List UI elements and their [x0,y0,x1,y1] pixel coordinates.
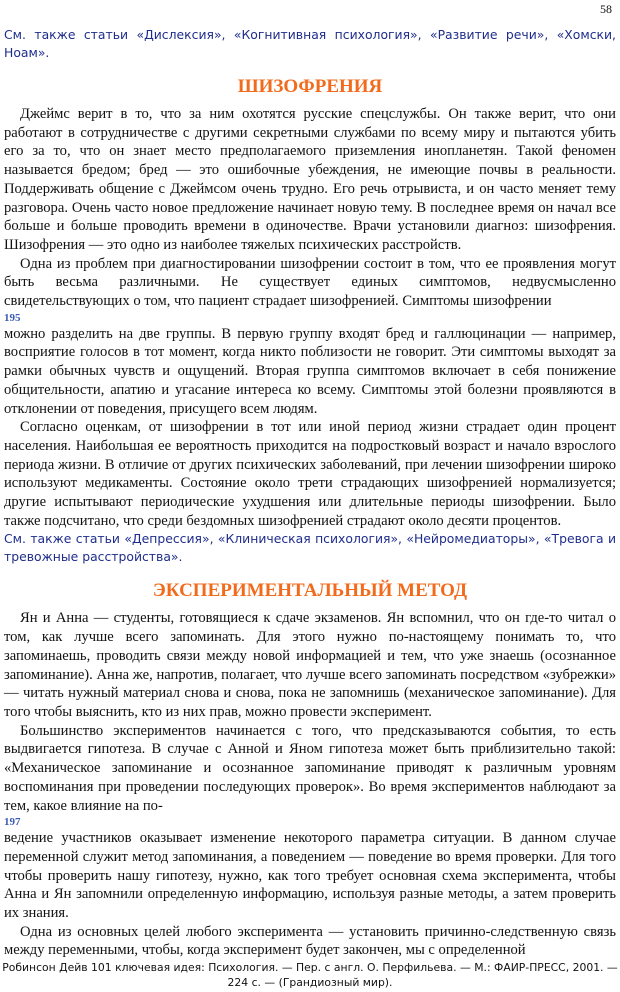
body-paragraph: Большинство экспериментов начинается с того, что предсказываются события, то есть выдвигается гипотеза. В случае с Анной и Яном гипотеза может быть приблизительно такой: «Механическое запоминание и осознанное запоминание приводят к различным уровням воспоминания при проведении последующих проверок». Во время экспериментов наблюдают за тем, какое влияние на по- [4,722,616,814]
body-paragraph: можно разделить на две группы. В первую группу входят бред и галлюцинации — например, восприятие голосов в тот момент, когда никто поблизости не говорит. Эти симптомы выходят за рамки обычных чувств и ощущений. Вторая группа симптомов включает в себя понижение общительности, апатию и угасание интереса ко всему. Симптомы этой болезни проявляются в отклонении от поведения, присущего всем людям. [4,325,616,417]
page-marker: 195 [4,311,21,324]
body-paragraph: Согласно оценкам, от шизофрении в тот или иной период жизни страдает один процент населения. Наибольшая ее вероятность приходится на подростковый возраст и начало взрослого периода жизни. В отличие от других психических заболеваний, при лечении шизофрении широко используют медикаменты. Состояние около трети страдающих шизофренией нормализуется; другие испытывают периодические ухудшения или длительные периоды шизофрении. Было также подсчитано, что среди бездомных шизофренией страдают около десяти процентов. [4,419,616,529]
body-paragraph: Одна из основных целей любого эксперимента — установить причинно-следственную связь между переменными, чтобы, когда эксперимент будет закончен, мы с определенной [4,923,616,959]
section-heading: ЭКСПЕРИМЕНТАЛЬНЫЙ МЕТОД [152,580,468,602]
page-content [0,26,620,960]
page-marker: 197 [4,816,21,829]
bibliographic-footer: Робинсон Дейв 101 ключевая идея: Психология. — Пер. с англ. О. Перфильева. — М.: ФАИР-ПРЕСС, 2001. — 224 с. — (Грандиозный мир). [2,961,618,989]
page-number: 58 [600,2,612,16]
section-experimental-method [2,580,618,960]
body-paragraph: Ян и Анна — студенты, готовящиеся к сдаче экзаменов. Ян вспомнил, что он где-то читал о том, как лучше всего запоминать. Для этого нужно по-настоящему понимать то, что запоминаешь, проводить связи между новой информацией и тем, что уже знаешь (осознанное запоминание). Анна же, напротив, полагает, что лучше всего запоминать посредством «зубрежки» — читать нужный материал снова и снова, пока не запомнишь (механическое запоминание). Для того чтобы выяснить, кто из них прав, можно провести эксперимент. [4,610,616,720]
section-schizophrenia [2,26,618,566]
body-paragraph: ведение участников оказывает изменение некоторого параметра ситуации. В данном случае переменной служит метод запоминания, а поведением — поведение во время проверки. Для того чтобы проверить нашу гипотезу, нужно, как того требует основная схема эксперимента, чтобы Анна и Ян запомнили определенную информацию, используя разные методы, а затем проверить их знания. [4,830,616,922]
body-paragraph: Одна из проблем при диагностировании шизофрении состоит в том, что ее проявления могут быть весьма различными. Не существует единых симптомов, недвусмысленно свидетельствующих о том, что пациент страдает шизофренией. Симптомы шизофрении [4,255,616,310]
body-paragraph: Джеймс верит в то, что за ним охотятся русские спецслужбы. Он также верит, что они работают в сотрудничестве с другими секретными службами по всему миру и пытаются убить его за то, что он знает место предполагаемого приземления инопланетян. Такой феномен называется бредом; бред — это ошибочные убеждения, не имеющие почвы в реальности. Поддерживать общение с Джеймсом очень трудно. Его речь отрывиста, и он часто меняет тему разговора. Очень часто новое предложение начинает новую тему. В последнее время он начал все больше и больше проводить времени в одиночестве. Врачи установили диагноз: шизофрения. Шизофрения — это одно из наиболее тяжелых психических расстройств. [4,106,616,253]
see-also-reference: См. также статьи «Депрессия», «Клиническая психология», «Нейромедиаторы», «Тревога и тревожные расстройства». [4,531,616,565]
see-also-reference: См. также статьи «Дислексия», «Когнитивная психология», «Развитие речи», «Хомски, Ноам». [4,27,616,60]
section-heading: ШИЗОФРЕНИЯ [237,76,383,97]
